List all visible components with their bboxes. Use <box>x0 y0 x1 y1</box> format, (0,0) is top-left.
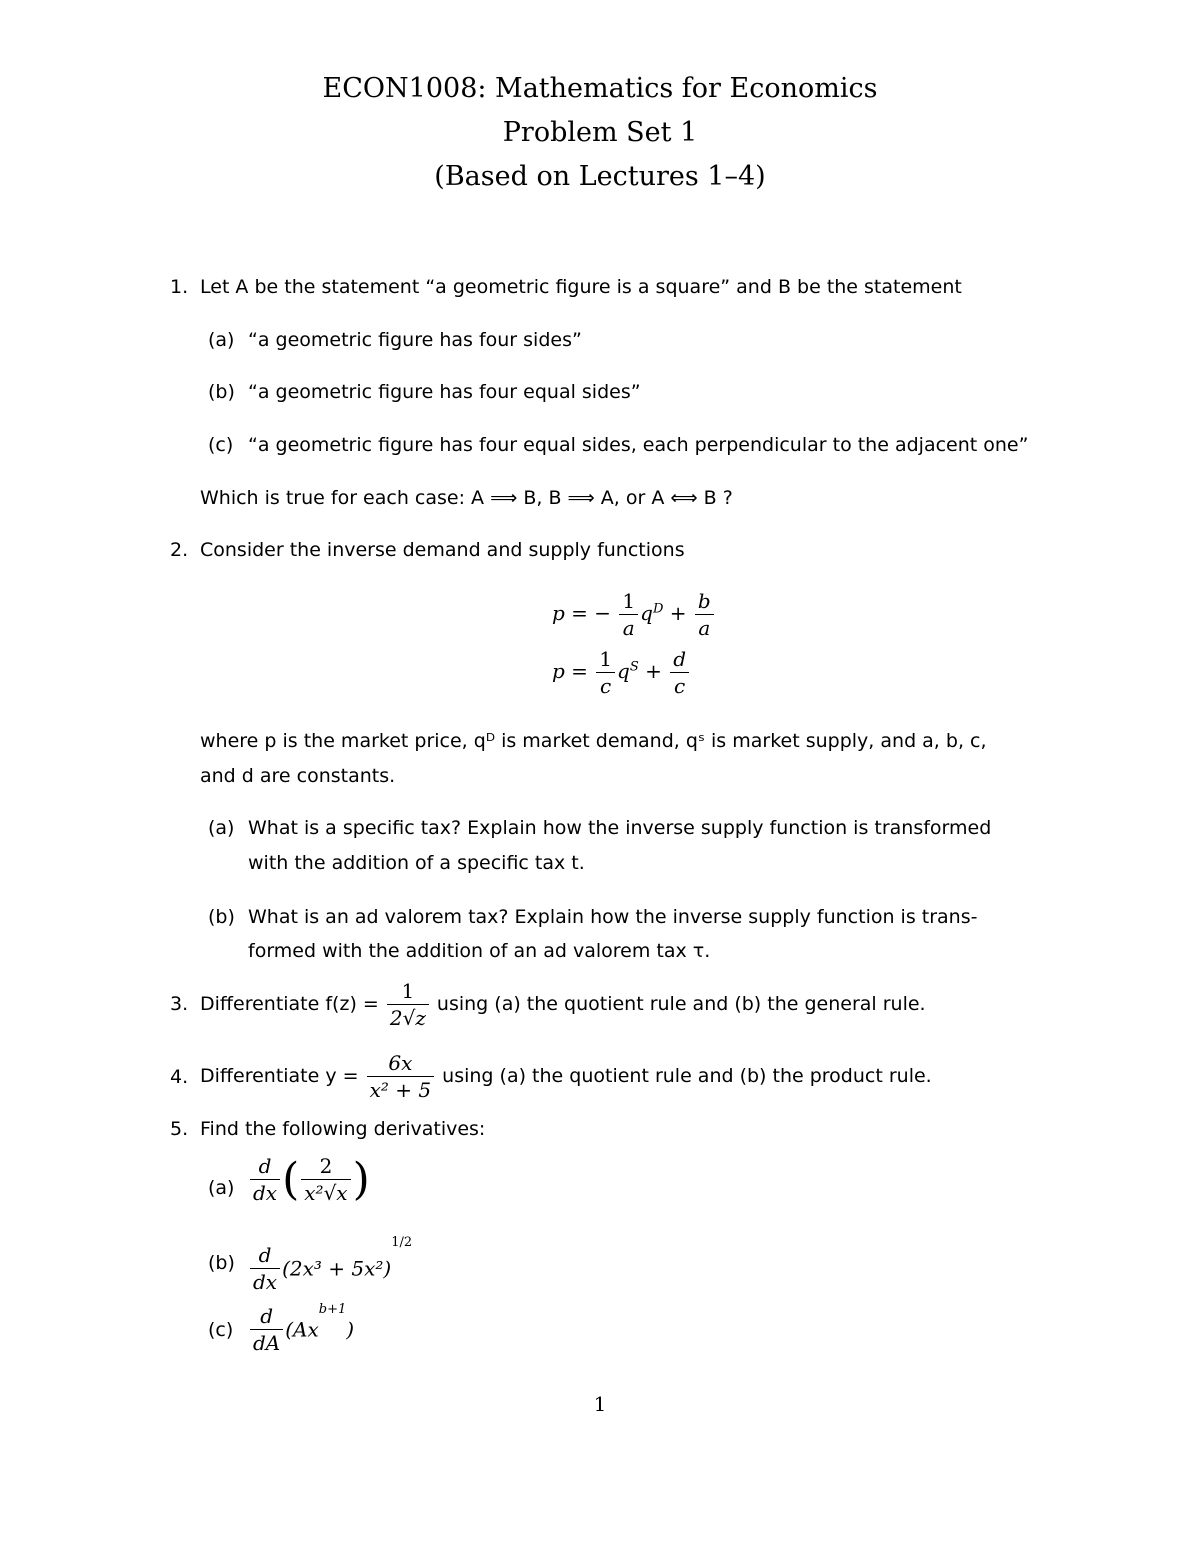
q4-pre: Differentiate y = <box>200 1065 359 1087</box>
eq2-q: q <box>617 659 630 683</box>
q5a-d-num: d <box>258 1154 272 1178</box>
q1-item-b-text: “a geometric figure has four equal sides” <box>248 381 641 403</box>
q3-num: 1 <box>401 979 415 1003</box>
q5-item-b-expression <box>248 1235 412 1295</box>
q2-where-line-1: where p is the market price, qᴰ is market demand, qˢ is market supply, and a, b, c, <box>200 730 987 752</box>
q1-item-c-label: (c) <box>208 434 234 456</box>
eq2-sup: S <box>629 659 639 675</box>
q5b-exponent: 1/2 <box>391 1235 413 1250</box>
q5c-d-num: d <box>260 1304 274 1328</box>
eq1-sup: D <box>652 601 664 617</box>
q5c-expr: (Ax <box>285 1317 319 1342</box>
q2-item-b-line-2: formed with the addition of an ad valorem tax τ. <box>248 940 711 962</box>
eq2-plus: + <box>645 659 662 683</box>
q1-question: Which is true for each case: A ⟹ B, B ⟹ A, or A ⟺ B ? <box>200 487 733 509</box>
q5a-expr-num: 2 <box>319 1154 333 1178</box>
question-5-intro: Find the following derivatives: <box>200 1118 486 1140</box>
q5c-exponent: b+1 <box>318 1302 347 1317</box>
q5-item-c-expression <box>248 1302 354 1356</box>
q4-den: x² + 5 <box>367 1076 435 1103</box>
problem-set-title: Problem Set 1 <box>502 117 698 148</box>
q5c-close-paren: ) <box>346 1317 355 1342</box>
question-4-line <box>200 1046 932 1106</box>
q5a-close-paren: ) <box>352 1154 370 1205</box>
q3-pre: Differentiate f(z) = <box>200 993 379 1015</box>
question-3-number: 3. <box>170 993 189 1015</box>
q1-item-b-label: (b) <box>208 381 235 403</box>
q5a-expr-den: x²√x <box>301 1179 350 1206</box>
eq2-den2: c <box>670 672 689 699</box>
q5-item-a-expression <box>248 1153 370 1206</box>
q2-item-b-line-1: What is an ad valorem tax? Explain how the inverse supply function is trans- <box>248 906 978 928</box>
page-number: 1 <box>593 1392 607 1416</box>
q5b-expr: (2x³ + 5x²) <box>282 1256 392 1281</box>
document-title: ECON1008: Mathematics for Economics <box>322 73 878 104</box>
eq1-lhs: p = − <box>552 601 612 625</box>
q1-item-a-label: (a) <box>208 329 235 351</box>
inverse-demand-equation <box>552 588 716 641</box>
eq2-num1: 1 <box>599 647 613 671</box>
q5-item-c-label: (c) <box>208 1319 234 1341</box>
q2-where-line-2: and d are constants. <box>200 765 396 787</box>
lectures-subtitle: (Based on Lectures 1–4) <box>434 161 766 192</box>
eq2-lhs: p = <box>552 659 588 683</box>
q3-post: using (a) the quotient rule and (b) the general rule. <box>436 993 926 1015</box>
question-3-line <box>200 974 926 1034</box>
question-1-text: Let A be the statement “a geometric figure is a square” and B be the statement <box>200 276 962 298</box>
question-1-number: 1. <box>170 276 189 298</box>
q5-item-b-label: (b) <box>208 1252 235 1274</box>
q5b-d-den: dx <box>250 1268 280 1295</box>
eq1-plus: + <box>669 601 687 625</box>
q1-item-a-text: “a geometric figure has four sides” <box>248 329 582 351</box>
q2-item-a-line-1: What is a specific tax? Explain how the inverse supply function is transformed <box>248 817 992 839</box>
q5b-d-num: d <box>258 1243 272 1267</box>
q2-item-a-label: (a) <box>208 817 235 839</box>
q1-item-c-text: “a geometric figure has four equal sides, each perpendicular to the adjacent one” <box>248 434 1029 456</box>
question-4-number: 4. <box>170 1066 189 1088</box>
q4-post: using (a) the quotient rule and (b) the product rule. <box>442 1065 932 1087</box>
question-2-number: 2. <box>170 539 189 561</box>
eq1-q: q <box>640 601 653 625</box>
question-5-number: 5. <box>170 1118 189 1140</box>
question-2-intro: Consider the inverse demand and supply functions <box>200 539 685 561</box>
q5-item-a-label: (a) <box>208 1177 235 1199</box>
q2-item-b-label: (b) <box>208 906 235 928</box>
q5a-open-paren: ( <box>282 1154 300 1205</box>
q2-item-a-line-2: with the addition of a specific tax t. <box>248 852 585 874</box>
q5c-d-den: dA <box>250 1329 283 1356</box>
q3-den: 2√z <box>387 1004 429 1031</box>
q5a-d-den: dx <box>250 1179 280 1206</box>
eq2-num2: d <box>673 647 687 671</box>
eq1-num1: 1 <box>622 589 636 613</box>
eq1-num2: b <box>697 589 711 613</box>
inverse-supply-equation <box>552 646 691 699</box>
eq1-den2: a <box>695 614 714 641</box>
eq1-den1: a <box>619 614 638 641</box>
q4-num: 6x <box>388 1051 413 1075</box>
eq2-den1: c <box>596 672 615 699</box>
